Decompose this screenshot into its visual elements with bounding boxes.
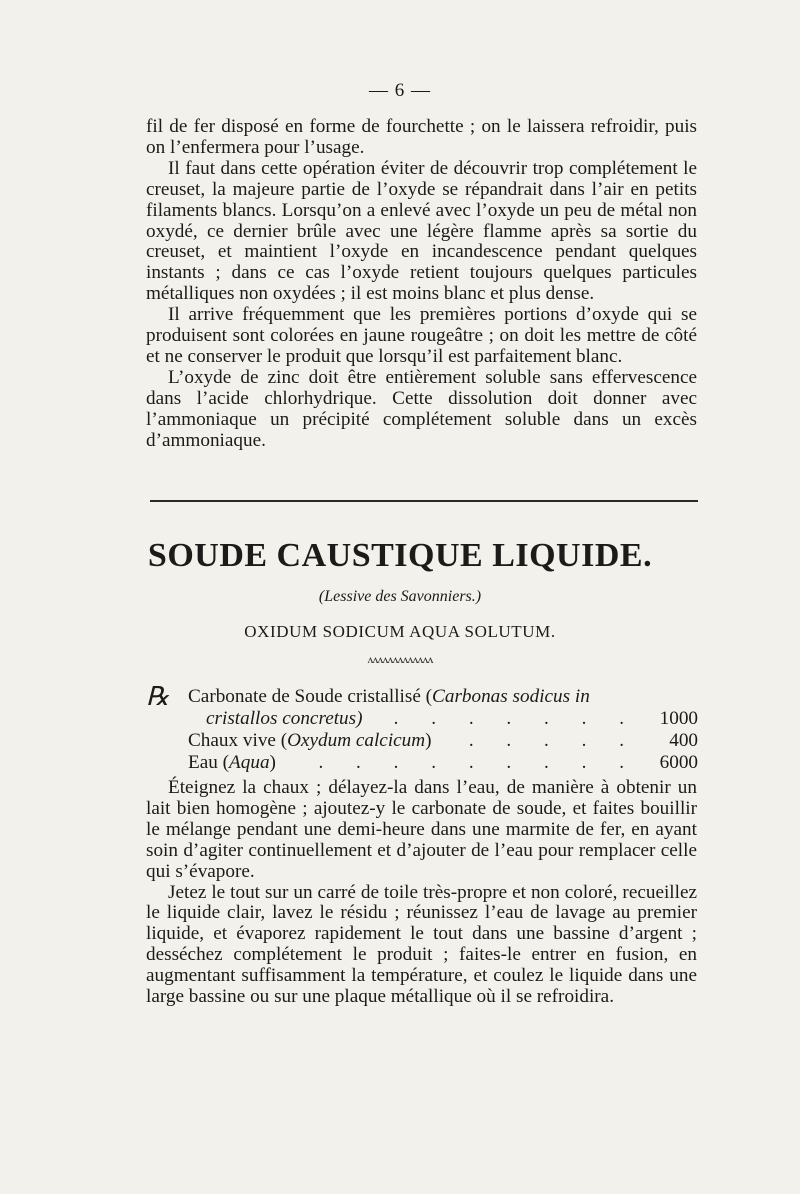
ingredient-name: Eau ( bbox=[188, 752, 230, 773]
paragraph: Jetez le tout sur un carré de toile très-propre et non coloré, recueillez le liquide clair, lavez le résidu ; réunissez l’eau de lavage au premier liquide, et évaporez rapidement le tout dans une bassine d’argent ; desséchez complétement le produit ; faites-le entrer en fusion, en augmentant suffisamment la température, et coulez le liquide dans une large bassine ou sur une plaque métallique où il se refroidira. bbox=[146, 881, 697, 1008]
leader-dots: . . . . . . . bbox=[393, 708, 638, 729]
paragraph: L’oxyde de zinc doit être entièrement soluble sans effervescence dans l’acide chlorhydrique. Cette dissolution doit donner avec l’ammoniaque un précipité complétement soluble dans un excès d’ammoniaque. bbox=[146, 366, 697, 451]
recipe-line bbox=[146, 730, 698, 752]
ingredient-tail: ) bbox=[425, 730, 432, 751]
ingredient-latin: cristallos concretus bbox=[206, 708, 357, 729]
text-block-oxyde-de-zinc bbox=[146, 117, 697, 452]
section-divider bbox=[150, 500, 698, 502]
ornament-divider: ᴧᴧᴧᴧᴧᴧᴧᴧᴧᴧᴧᴧᴧ bbox=[367, 652, 433, 666]
ingredient-latin: Oxydum calcicum bbox=[287, 730, 426, 751]
latin-name: OXIDUM SODICUM AQUA SOLUTUM. bbox=[244, 622, 556, 641]
ingredient-quantity: 400 bbox=[669, 730, 698, 751]
section-subtitle: (Lessive des Savonniers.) bbox=[318, 588, 482, 605]
ingredient-name: Chaux vive ( bbox=[188, 730, 288, 751]
ingredient-tail: ) bbox=[269, 752, 276, 773]
ingredient-name: Carbonate de Soude cristallisé ( bbox=[188, 686, 433, 707]
leader-dots: . . . . . bbox=[468, 730, 638, 751]
ingredient-latin: Aqua bbox=[229, 752, 270, 773]
recipe-sign-icon: ℞ bbox=[146, 682, 170, 711]
recipe-line bbox=[146, 682, 698, 711]
recipe-line bbox=[146, 752, 698, 774]
ingredient-latin: Carbonas sodicus in bbox=[432, 686, 590, 707]
paragraph: Il faut dans cette opération éviter de découvrir trop complétement le creuset, la majeure partie de l’oxyde se répandrait dans l’air en petits filaments blancs. Lorsqu’on a enlevé avec l’oxyde un peu de métal non oxydé, ce dernier brûle avec une légère flamme après sa sortie du creuset, et maintient l’oxyde en incandescence pendant quelques instants ; dans ce cas l’oxyde retient toujours quelques particules métalliques non oxydées ; il est moins blanc et plus dense. bbox=[146, 157, 697, 305]
paragraph: Éteignez la chaux ; délayez-la dans l’eau, de manière à obtenir un lait bien homogène ; ajoutez-y le carbonate de soude, et faites bouillir le mélange pendant une demi-heure dans une marmite de fer, en ayant soin d’agiter continuellement et d’ajouter de l’eau pour remplacer celle qui s’évapore. bbox=[146, 777, 697, 882]
text-block-instructions bbox=[146, 778, 697, 1008]
ingredient-quantity: 1000 bbox=[659, 708, 698, 729]
paragraph: fil de fer disposé en forme de fourchette ; on le laissera refroidir, puis on l’enfermera pour l’usage. bbox=[146, 116, 697, 158]
section-title: SOUDE CAUSTIQUE LIQUIDE. bbox=[147, 537, 653, 574]
paragraph: Il arrive fréquemment que les premières portions d’oxyde qui se produisent sont colorées en jaune rougeâtre ; on doit les mettre de côté et ne conserver le produit que lorsqu’il est parfaitement blanc. bbox=[146, 304, 697, 367]
ingredient-quantity: 6000 bbox=[659, 752, 698, 773]
recipe-list bbox=[146, 682, 698, 774]
page-number: — 6 — bbox=[369, 80, 431, 101]
leader-dots: . . . . . . . . . bbox=[318, 752, 638, 773]
ingredient-tail: ) bbox=[356, 708, 363, 729]
recipe-line bbox=[146, 708, 698, 730]
